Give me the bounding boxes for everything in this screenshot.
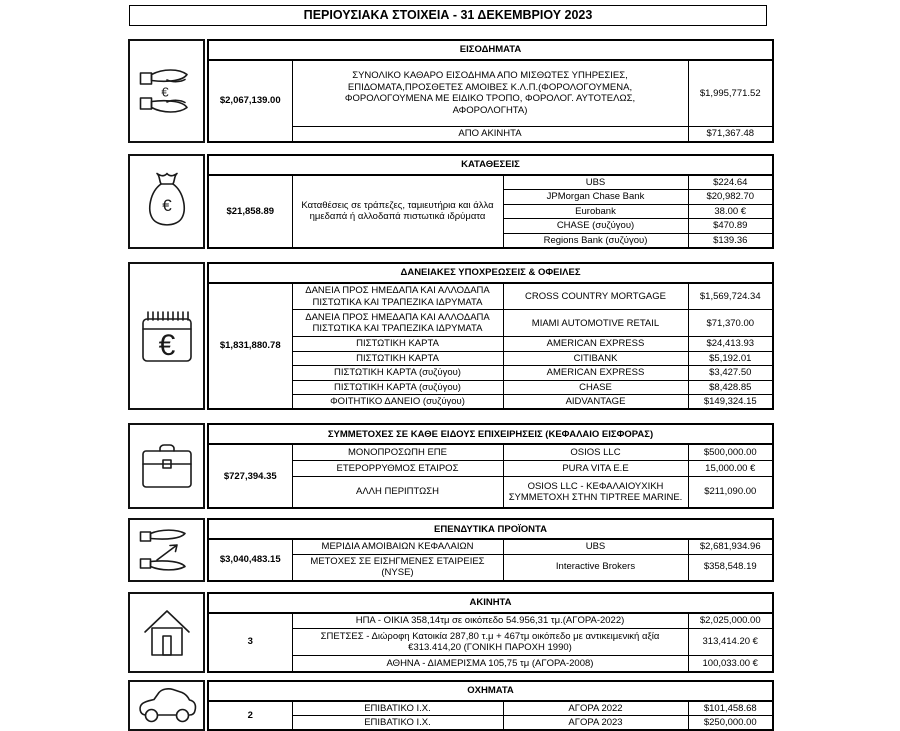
loan-desc: ΠΙΣΤΩΤΙΚΗ ΚΑΡΤΑ (συζύγου) — [292, 366, 503, 380]
investments-total: $3,040,483.15 — [208, 539, 292, 580]
investments-section-header: ΕΠΕΝΔΥΤΙΚΑ ΠΡΟΪΟΝΤΑ — [208, 519, 773, 539]
real-estate-count: 3 — [208, 613, 292, 672]
investment-broker: Interactive Brokers — [503, 554, 688, 580]
table-header-row — [208, 424, 773, 444]
hands-euro-icon — [139, 60, 195, 122]
income-row-desc: ΣΥΝΟΛΙΚΟ ΚΑΘΑΡΟ ΕΙΣΟΔΗΜΑ ΑΠΟ ΜΙΣΘΩΤΕΣ ΥΠΗΡΕΣΙΕΣ, ΕΠΙΔΟΜΑΤΑ,ΠΡΟΣΘΕΤΕΣ ΑΜΟΙΒΕΣ Κ.Λ.Π.(ΦΟΡΟΛΟΓΟΥΜΕΝΑ, ΦΟΡΟΛΟΓΟΥΜΕΝΑ ΜΕ ΕΙΔΙΚΟ ΤΡΟΠΟ, ΦΟΡΟΛΟΓ. ΑΥΤΟΤΕΛΩΣ, ΑΦΟΡΟΛΟΓΗΤΑ) — [292, 60, 688, 126]
table-row — [208, 366, 773, 380]
section-income — [128, 39, 900, 143]
table-header-row — [208, 263, 773, 283]
loan-desc: ΠΙΣΤΩΤΙΚΗ ΚΑΡΤΑ — [292, 351, 503, 365]
table-header-row — [208, 155, 773, 175]
vehicle-value: $101,458.68 — [688, 701, 773, 716]
loan-desc: ΠΙΣΤΩΤΙΚΗ ΚΑΡΤΑ — [292, 337, 503, 351]
vehicle-purchase: ΑΓΟΡΑ 2022 — [503, 701, 688, 716]
vehicle-type: ΕΠΙΒΑΤΙΚΟ Ι.Χ. — [292, 701, 503, 716]
euro-notepad-icon — [139, 305, 195, 367]
deposits-description: Καταθέσεις σε τράπεζες, ταμιευτήρια και άλλα ημεδαπά ή αλλοδαπά πιστωτικά ιδρύματα — [292, 175, 503, 248]
table-header-row — [208, 593, 773, 613]
income-row-desc: ΑΠΟ ΑΚΙΝΗΤΑ — [292, 126, 688, 142]
table-row — [208, 351, 773, 365]
section-participations — [128, 423, 900, 509]
investment-value: $2,681,934.96 — [688, 539, 773, 554]
property-desc: ΗΠΑ - ΟΙΚΙΑ 358,14τμ σε οικόπεδο 54.956,31 τμ.(ΑΓΟΡΑ-2022) — [292, 613, 688, 629]
loan-value: $24,413.93 — [688, 337, 773, 351]
property-desc: ΣΠΕΤΣΕΣ - Διώροφη Κατοικία 287,80 τ.μ + 467τμ οικόπεδο με αντικειμενική αξία €313.414,20 (ΓΟΝΙΚΗ ΠΑΡΟΧΗ 1990) — [292, 629, 688, 656]
table-row — [208, 539, 773, 554]
participation-type: ΑΛΛΗ ΠΕΡΙΠΤΩΣΗ — [292, 476, 503, 508]
deposit-bank-name: JPMorgan Chase Bank — [503, 190, 688, 204]
participations-total: $727,394.35 — [208, 444, 292, 508]
loan-desc: ΦΟΙΤΗΤΙΚΟ ΔΑΝΕΙΟ (συζύγου) — [292, 395, 503, 410]
participation-type: ΕΤΕΡΟΡΡΥΘΜΟΣ ΕΤΑΙΡΟΣ — [292, 460, 503, 476]
loan-value: $8,428.85 — [688, 380, 773, 394]
table-row — [208, 380, 773, 394]
table-row — [208, 175, 773, 190]
loan-institution: CITIBANK — [503, 351, 688, 365]
table-row — [208, 613, 773, 629]
participations-section-header: ΣΥΜΜΕΤΟΧΕΣ ΣΕ ΚΑΘΕ ΕΙΔΟΥΣ ΕΠΙΧΕΙΡΗΣΕΙΣ (ΚΕΦΑΛΑΙΟ ΕΙΣΦΟΡΑΣ) — [208, 424, 773, 444]
property-value: 313,414.20 € — [688, 629, 773, 656]
loan-value: $71,370.00 — [688, 310, 773, 337]
deposits-icon-box — [128, 154, 205, 249]
loan-value: $3,427.50 — [688, 366, 773, 380]
investments-icon-box — [128, 518, 205, 581]
money-bag-euro-icon — [145, 172, 189, 230]
investment-value: $358,548.19 — [688, 554, 773, 580]
loan-value: $149,324.15 — [688, 395, 773, 410]
income-section-header: ΕΙΣΟΔΗΜΑΤΑ — [208, 40, 773, 60]
loans-section-header: ΔΑΝΕΙΑΚΕΣ ΥΠΟΧΡΕΩΣΕΙΣ & ΟΦΕΙΛΕΣ — [208, 263, 773, 283]
vehicle-type: ΕΠΙΒΑΤΙΚΟ Ι.Χ. — [292, 715, 503, 730]
participation-company: OSIOS LLC - ΚΕΦΑΛΑΙΟΥΧΙΚΗ ΣΥΜΜΕΤΟΧΗ ΣΤΗΝ TIPTREE MARINE. — [503, 476, 688, 508]
participation-company: PURA VITA E.E — [503, 460, 688, 476]
deposit-value: $139.36 — [688, 233, 773, 248]
table-header-row — [208, 519, 773, 539]
loan-institution: AIDVANTAGE — [503, 395, 688, 410]
loans-icon-box — [128, 262, 205, 410]
vehicles-table — [207, 680, 774, 731]
deposit-bank-name: CHASE (συζύγου) — [503, 219, 688, 233]
table-row — [208, 60, 773, 126]
vehicles-icon-box — [128, 680, 205, 731]
property-value: 100,033.00 € — [688, 656, 773, 672]
property-desc: ΑΘΗΝΑ - ΔΙΑΜΕΡΙΣΜΑ 105,75 τμ (ΑΓΟΡΑ-2008) — [292, 656, 688, 672]
deposits-table — [207, 154, 774, 249]
section-loans — [128, 262, 900, 410]
investment-type: ΜΕΤΟΧΕΣ ΣΕ ΕΙΣΗΓΜΕΝΕΣ ΕΤΑΙΡΕΙΕΣ (NYSE) — [292, 554, 503, 580]
income-total: $2,067,139.00 — [208, 60, 292, 142]
section-deposits — [128, 154, 900, 249]
income-row-value: $71,367.48 — [688, 126, 773, 142]
table-row — [208, 310, 773, 337]
loan-institution: AMERICAN EXPRESS — [503, 366, 688, 380]
deposit-bank-name: Eurobank — [503, 204, 688, 218]
loan-institution: CHASE — [503, 380, 688, 394]
loans-total: $1,831,880.78 — [208, 283, 292, 409]
loans-table — [207, 262, 774, 410]
house-icon — [141, 605, 193, 659]
deposit-value: $224.64 — [688, 175, 773, 190]
participation-value: $211,090.00 — [688, 476, 773, 508]
deposits-total: $21,858.89 — [208, 175, 292, 248]
briefcase-icon — [141, 443, 193, 489]
page-title: ΠΕΡΙΟΥΣΙΑΚΑ ΣΤΟΙΧΕΙΑ - 31 ΔΕΚΕΜΒΡΙΟΥ 2023 — [129, 5, 767, 26]
table-row — [208, 283, 773, 310]
income-table — [207, 39, 774, 143]
table-row — [208, 554, 773, 580]
loan-desc: ΔΑΝΕΙΑ ΠΡΟΣ ΗΜΕΔΑΠΑ ΚΑΙ ΑΛΛΟΔΑΠΑ ΠΙΣΤΩΤΙΚΑ ΚΑΙ ΤΡΑΠΕΖΙΚΑ ΙΔΡΥΜΑΤΑ — [292, 283, 503, 310]
income-row-value: $1,995,771.52 — [688, 60, 773, 126]
hands-growth-arrow-icon — [139, 527, 195, 573]
svg-text:€: € — [161, 196, 172, 216]
table-row — [208, 395, 773, 410]
vehicles-count: 2 — [208, 701, 292, 731]
deposit-bank-name: Regions Bank (συζύγου) — [503, 233, 688, 248]
real-estate-section-header: ΑΚΙΝΗΤΑ — [208, 593, 773, 613]
table-row — [208, 715, 773, 730]
table-row — [208, 460, 773, 476]
section-investments — [128, 518, 900, 581]
real-estate-table — [207, 592, 774, 673]
deposit-value: $470.89 — [688, 219, 773, 233]
section-vehicles — [128, 680, 900, 731]
participations-table — [207, 423, 774, 509]
loan-value: $1,569,724.34 — [688, 283, 773, 310]
table-header-row — [208, 681, 773, 701]
participation-type: ΜΟΝΟΠΡΟΣΩΠΗ ΕΠΕ — [292, 444, 503, 460]
loan-institution: CROSS COUNTRY MORTGAGE — [503, 283, 688, 310]
table-row — [208, 701, 773, 716]
svg-text:€: € — [160, 84, 169, 100]
section-real-estate — [128, 592, 900, 673]
participation-value: 15,000.00 € — [688, 460, 773, 476]
car-icon — [137, 685, 197, 725]
table-row — [208, 656, 773, 672]
loan-desc: ΔΑΝΕΙΑ ΠΡΟΣ ΗΜΕΔΑΠΑ ΚΑΙ ΑΛΛΟΔΑΠΑ ΠΙΣΤΩΤΙΚΑ ΚΑΙ ΤΡΑΠΕΖΙΚΑ ΙΔΡΥΜΑΤΑ — [292, 310, 503, 337]
participation-value: $500,000.00 — [688, 444, 773, 460]
loan-value: $5,192.01 — [688, 351, 773, 365]
deposit-bank-name: UBS — [503, 175, 688, 190]
investments-table — [207, 518, 774, 581]
table-row — [208, 476, 773, 508]
loan-institution: AMERICAN EXPRESS — [503, 337, 688, 351]
investment-broker: UBS — [503, 539, 688, 554]
table-header-row — [208, 40, 773, 60]
table-row — [208, 629, 773, 656]
vehicle-purchase: ΑΓΟΡΑ 2023 — [503, 715, 688, 730]
deposit-value: $20,982.70 — [688, 190, 773, 204]
table-row — [208, 337, 773, 351]
table-row — [208, 444, 773, 460]
vehicle-value: $250,000.00 — [688, 715, 773, 730]
participations-icon-box — [128, 423, 205, 509]
deposit-value: 38.00 € — [688, 204, 773, 218]
loan-institution: MIAMI AUTOMOTIVE RETAIL — [503, 310, 688, 337]
real-estate-icon-box — [128, 592, 205, 673]
vehicles-section-header: ΟΧΗΜΑΤΑ — [208, 681, 773, 701]
property-value: $2,025,000.00 — [688, 613, 773, 629]
loan-desc: ΠΙΣΤΩΤΙΚΗ ΚΑΡΤΑ (συζύγου) — [292, 380, 503, 394]
income-icon-box — [128, 39, 205, 143]
svg-text:€: € — [158, 329, 175, 363]
investment-type: ΜΕΡΙΔΙΑ ΑΜΟΙΒΑΙΩΝ ΚΕΦΑΛΑΙΩΝ — [292, 539, 503, 554]
participation-company: OSIOS LLC — [503, 444, 688, 460]
table-row — [208, 126, 773, 142]
deposits-section-header: ΚΑΤΑΘΕΣΕΙΣ — [208, 155, 773, 175]
